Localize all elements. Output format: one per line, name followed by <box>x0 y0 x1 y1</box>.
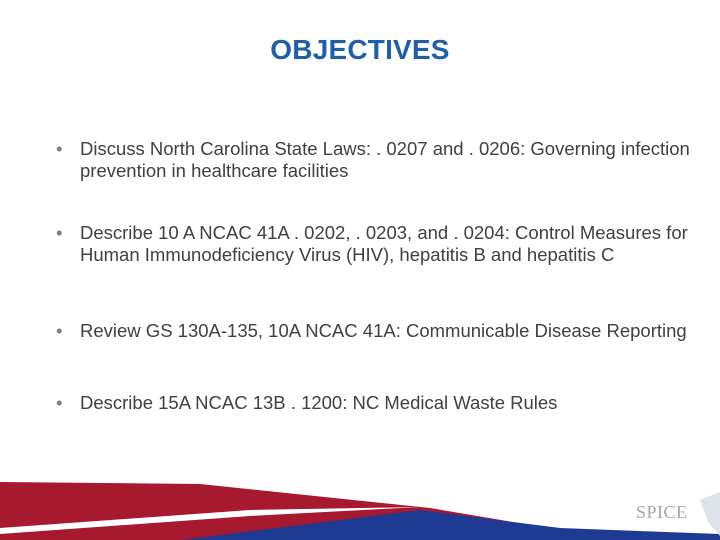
bullet-list <box>56 138 696 454</box>
spice-logo: SPICE <box>636 502 688 522</box>
bullet-dot: • <box>56 392 63 413</box>
bullet-item <box>56 392 696 414</box>
bullet-dot: • <box>56 222 63 243</box>
bullet-text: Describe 10 A NCAC 41A . 0202, . 0203, and . 0204: Control Measures for Human Immunodeficiency Virus (HIV), hepatitis B and hepatitis C <box>80 222 688 265</box>
corner-arrow <box>700 492 720 536</box>
bullet-item <box>56 320 696 342</box>
bullet-text: Describe 15A NCAC 13B . 1200: NC Medical Waste Rules <box>80 392 558 413</box>
bullet-item <box>56 138 696 182</box>
bullet-text: Discuss North Carolina State Laws: . 0207 and . 0206: Governing infection prevention in healthcare facilities <box>80 138 690 181</box>
bullet-item <box>56 222 696 266</box>
bullet-text: Review GS 130A-135, 10A NCAC 41A: Communicable Disease Reporting <box>80 320 687 341</box>
bullet-dot: • <box>56 138 63 159</box>
bullet-dot: • <box>56 320 63 341</box>
slide-title: OBJECTIVES <box>270 34 450 65</box>
footer-decoration <box>0 470 720 540</box>
